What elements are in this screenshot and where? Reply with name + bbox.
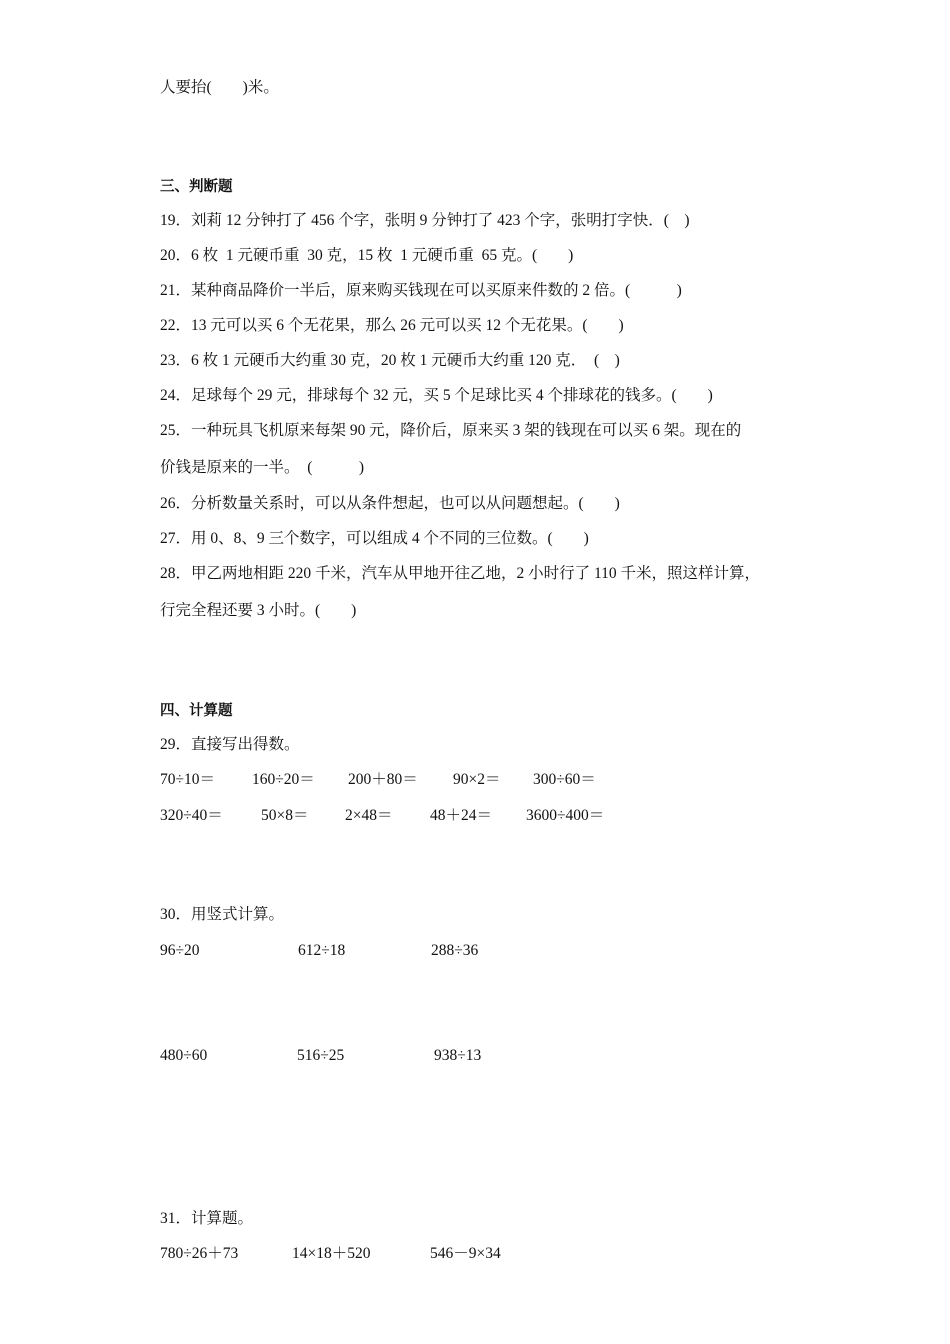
question-28-line1: 28．甲乙两地相距 220 千米，汽车从甲地开往乙地，2 小时行了 110 千米，照这样计算， [160, 565, 761, 582]
q29-expr: 160÷20＝ [252, 771, 315, 788]
q29-expr: 48＋24＝ [430, 807, 493, 824]
q29-expr: 200＋80＝ [348, 771, 418, 788]
q29-expr: 3600÷400＝ [526, 807, 605, 824]
q30-expr: 516÷25 [297, 1047, 345, 1064]
q29-expr: 2×48＝ [345, 807, 393, 824]
question-24: 24．足球每个 29 元，排球每个 32 元，买 5 个足球比买 4 个排球花的钱多。( ) [160, 387, 713, 404]
question-20: 20．6 枚 1 元硬币重 30 克，15 枚 1 元硬币重 65 克。( ) [160, 247, 574, 264]
question-26: 26．分析数量关系时，可以从条件想起，也可以从问题想起。( ) [160, 495, 620, 512]
previous-question-tail: 人要抬( )米。 [160, 79, 279, 96]
question-25-line2: 价钱是原来的一半。 ( ) [160, 459, 365, 476]
q31-expr: 14×18＋520 [292, 1245, 371, 1262]
q30-expr: 480÷60 [160, 1047, 208, 1064]
q29-expr: 300÷60＝ [533, 771, 596, 788]
question-31-prompt: 31．计算题。 [160, 1210, 254, 1227]
q29-expr: 50×8＝ [261, 807, 309, 824]
q31-expr: 546－9×34 [430, 1245, 501, 1262]
q30-expr: 938÷13 [434, 1047, 482, 1064]
question-28-line2: 行完全程还要 3 小时。( ) [160, 602, 357, 619]
q30-expr: 288÷36 [431, 942, 479, 959]
q31-expr: 780÷26＋73 [160, 1245, 239, 1262]
question-21: 21．某种商品降价一半后，原来购买钱现在可以买原来件数的 2 倍。( ) [160, 282, 682, 299]
question-27: 27．用 0、8、9 三个数字，可以组成 4 个不同的三位数。( ) [160, 530, 589, 547]
question-25-line1: 25．一种玩具飞机原来每架 90 元，降价后，原来买 3 架的钱现在可以买 6 架。现在的 [160, 422, 742, 439]
section-3-heading: 三、判断题 [160, 179, 233, 195]
question-30-prompt: 30．用竖式计算。 [160, 906, 285, 923]
question-22: 22．13 元可以买 6 个无花果，那么 26 元可以买 12 个无花果。( ) [160, 317, 624, 334]
q29-expr: 320÷40＝ [160, 807, 223, 824]
question-29-prompt: 29．直接写出得数。 [160, 736, 300, 753]
q30-expr: 612÷18 [298, 942, 346, 959]
section-4-heading: 四、计算题 [160, 703, 233, 719]
question-19: 19．刘莉 12 分钟打了 456 个字，张明 9 分钟打了 423 个字，张明打字快．( ) [160, 212, 690, 229]
q29-expr: 90×2＝ [453, 771, 501, 788]
question-23: 23．6 枚 1 元硬币大约重 30 克，20 枚 1 元硬币大约重 120 克． ( ) [160, 352, 620, 369]
q30-expr: 96÷20 [160, 942, 200, 959]
q29-expr: 70÷10＝ [160, 771, 216, 788]
